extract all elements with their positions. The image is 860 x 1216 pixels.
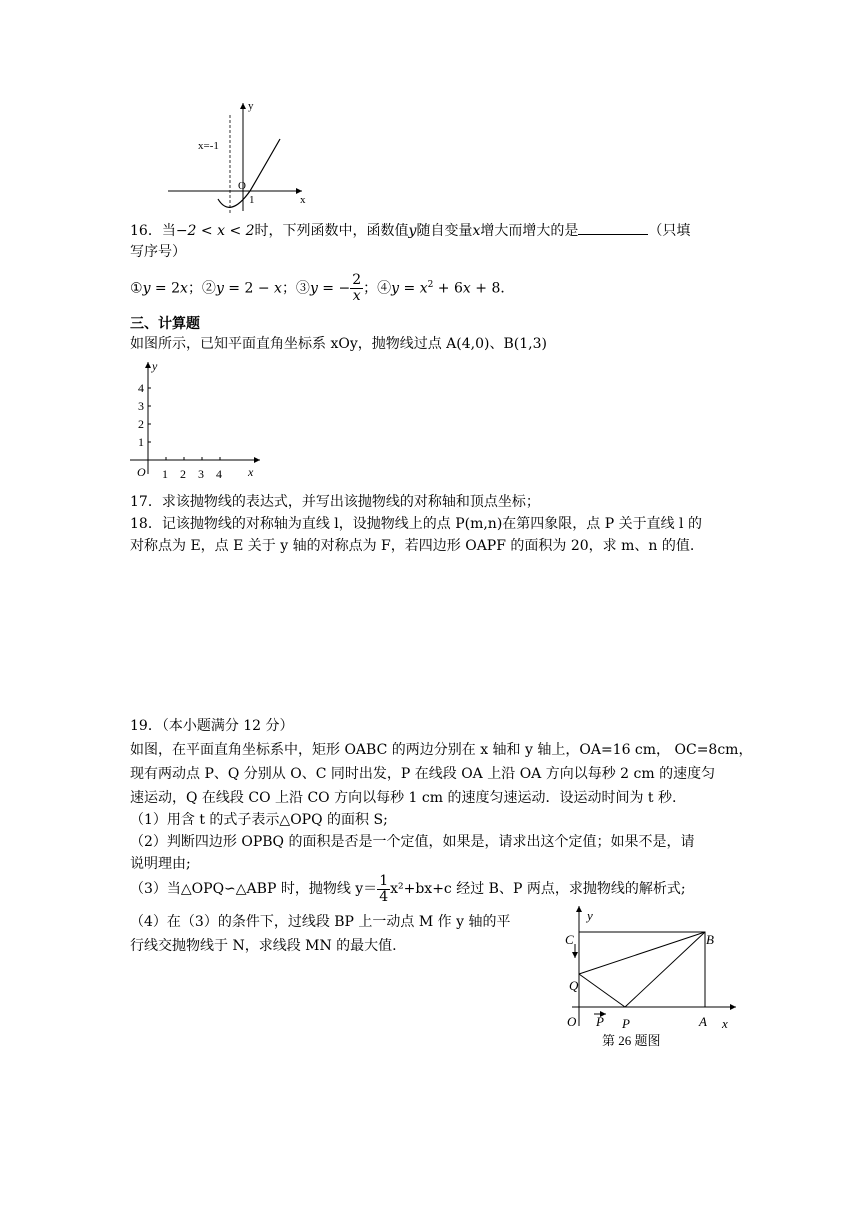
- rectangle-oabc: [579, 932, 705, 1007]
- q16-line1: [130, 220, 690, 241]
- tick-1-label: 1: [249, 194, 255, 206]
- y-tick-1: 1: [138, 435, 144, 449]
- q18-line2: 对称点为 E，点 E 关于 y 轴的对称点为 F，若四边形 OAPF 的面积为 20，求 m、n 的值.: [130, 538, 695, 554]
- q16-options: ①y = 2x；②y = 2 − x；③y = − $\frac{2}{x}$ ；④y = $x^2 + 6x + 8$．: [130, 272, 515, 305]
- origin-label: O: [137, 465, 146, 479]
- q19-s4a: （4）在（3）的条件下，过线段 BP 上一动点 M 作 y 轴的平: [130, 914, 511, 930]
- q19-s4b: 行线交抛物线于 N，求线段 MN 的最大值.: [130, 938, 397, 954]
- fraction-one-quarter: $\frac{1}{4}$: [379, 872, 389, 905]
- q16-text-b: 时，下列函数中，函数值: [254, 223, 409, 239]
- figure-parabola-small: [160, 95, 320, 215]
- q16-text-c: 随自变量: [416, 223, 473, 239]
- q16-var-y: y: [408, 223, 417, 239]
- q19-s3a: （3）当△OPQ∽△ABP 时，抛物线 y＝: [130, 881, 378, 897]
- q17-text: 17．求该抛物线的表达式，并写出该抛物线的对称轴和顶点坐标；: [130, 494, 540, 510]
- y-axis-label: y: [587, 908, 593, 923]
- q19-s1: （1）用含 t 的式子表示△OPQ 的面积 S;: [130, 812, 388, 828]
- segment-qp: [579, 974, 625, 1007]
- q19-s2a: （2）判断四边形 OPBQ 的面积是否是一个定值，如果是，请求出这个定值；如果不是，请: [130, 834, 695, 850]
- x-tick-3: 3: [198, 467, 204, 481]
- y-axis-label: y: [248, 100, 254, 112]
- q19-p1: 如图，在平面直角坐标系中，矩形 OABC 的两边分别在 x 轴和 y 轴上，OA=16 cm， OC=8cm，: [130, 742, 753, 758]
- label-q: Q: [569, 978, 579, 993]
- q19-p2: 现有两动点 P、Q 分别从 O、C 同时出发，P 在线段 OA 上沿 OA 方向以每秒 2 cm 的速度匀: [130, 766, 716, 782]
- label-p2: P: [622, 1016, 630, 1031]
- q16-text-e: （只填: [648, 223, 691, 239]
- x-tick-2: 2: [180, 467, 186, 481]
- label-a: A: [699, 1014, 707, 1029]
- q16-text-d: 增大而增大的是: [480, 223, 579, 239]
- symmetry-axis-label: x=-1: [198, 140, 219, 152]
- q18-line1: 18．记该抛物线的对称轴为直线 l，设抛物线上的点 P(m,n)在第四象限，点 P 关于直线 l 的: [130, 516, 702, 532]
- q19-s3b: x²+bx+c 经过 B、P 两点，求抛物线的解析式;: [390, 881, 686, 897]
- q16-answer-blank[interactable]: [578, 220, 648, 235]
- origin-label: O: [238, 180, 246, 192]
- section-intro: 如图所示，已知平面直角坐标系 xOy，抛物线过点 A(4,0)、B(1,3): [130, 336, 547, 352]
- q16-var-x: x: [472, 223, 481, 239]
- figure-rectangle-oabc: [556, 900, 746, 1050]
- label-c: C: [565, 932, 574, 947]
- q16-text-a: 当: [161, 223, 176, 239]
- x-axis-label: x: [722, 1016, 728, 1031]
- figure-coordinate-axes: [126, 356, 266, 486]
- y-tick-3: 3: [138, 399, 144, 413]
- x-axis-label: x: [248, 465, 254, 479]
- q19-title: 19．（本小题满分 12 分）: [130, 718, 294, 734]
- y-tick-2: 2: [138, 417, 144, 431]
- q16-inequality: −2 < x < 2: [175, 223, 255, 239]
- label-b: B: [706, 932, 714, 947]
- x-tick-4: 4: [216, 467, 222, 481]
- x-axis-label: x: [300, 194, 306, 206]
- x-tick-1: 1: [162, 467, 168, 481]
- q16-line2: 写序号）: [130, 244, 186, 260]
- q19-p3: 速运动，Q 在线段 CO 上沿 CO 方向以每秒 1 cm 的速度匀速运动．设运动时间为 t 秒.: [130, 790, 677, 806]
- section-heading: 三、计算题: [130, 316, 200, 332]
- q19-s2b: 说明理由;: [130, 856, 191, 872]
- y-axis-label: y: [152, 359, 158, 373]
- segment-qb: [579, 932, 705, 974]
- label-p1: P: [596, 1014, 604, 1029]
- segment-pb: [625, 932, 705, 1007]
- label-o: O: [567, 1014, 577, 1029]
- q16-number: 16．: [130, 223, 162, 239]
- figure-caption: 第 26 题图: [602, 1033, 661, 1048]
- y-tick-4: 4: [138, 381, 144, 395]
